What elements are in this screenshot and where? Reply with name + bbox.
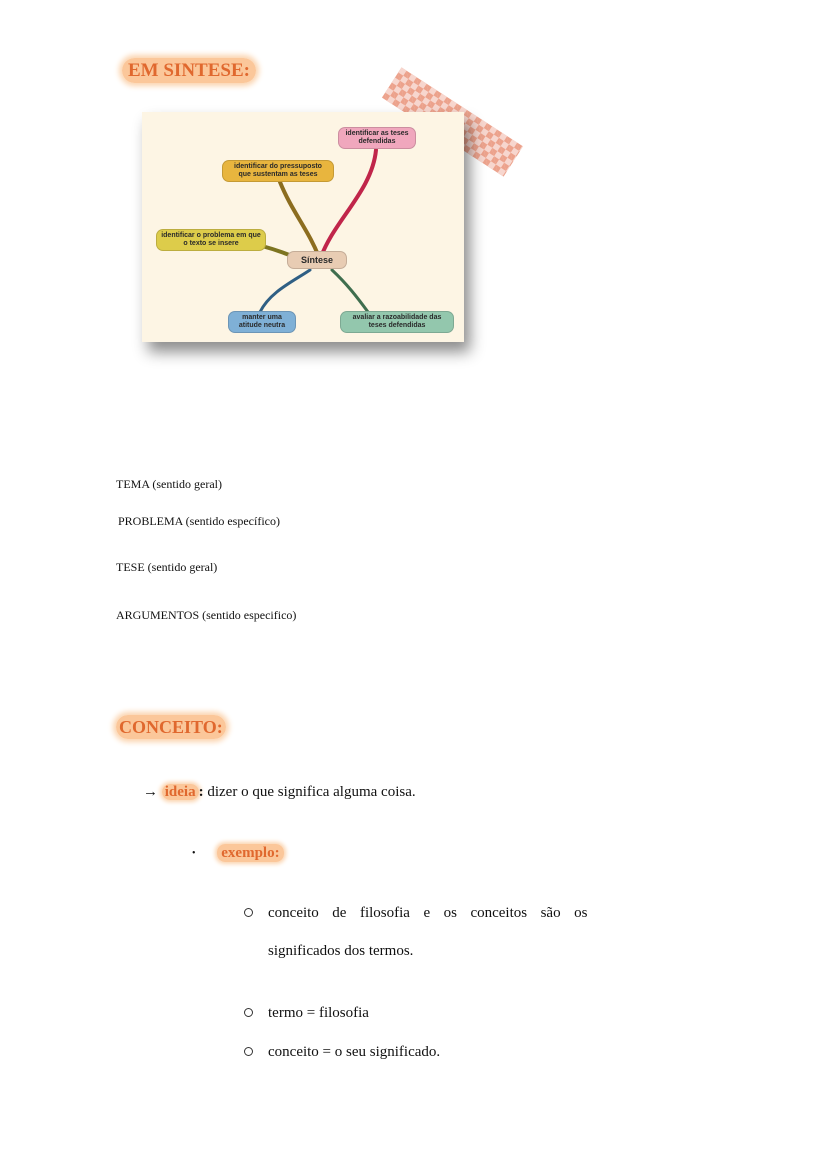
item-text-line2: significados dos termos.: [268, 943, 414, 959]
list-item: [244, 1005, 369, 1022]
conceito-heading: CONCEITO:: [116, 715, 226, 739]
circle-bullet-icon: [244, 1047, 253, 1056]
list-item: [244, 1044, 441, 1061]
section-title-conceito: [116, 717, 226, 738]
item-text-line1: conceito de filosofia e os conceitos são os: [268, 905, 588, 921]
term-argumentos: ARGUMENTOS (sentido especifico): [116, 608, 297, 622]
circle-bullet-icon: [244, 908, 253, 917]
term-tese: TESE (sentido geral): [116, 560, 218, 574]
arrow-icon: →: [143, 784, 158, 800]
mindmap-node-pressuposto: identificar do pressuposto que sustentam as teses: [222, 160, 334, 182]
idea-line: [143, 784, 416, 801]
idea-keyword: ideia: [162, 784, 199, 800]
circle-bullet-icon: [244, 1008, 253, 1017]
bullet-icon: •: [192, 848, 196, 860]
mindmap-node-teses: identificar as teses defendidas: [338, 127, 416, 149]
list-item: [244, 905, 588, 922]
example-bullet-line: [192, 845, 284, 862]
idea-text: dizer o que significa alguma coisa.: [203, 784, 416, 800]
term-tema: TEMA (sentido geral): [116, 477, 222, 491]
item-text: termo = filosofia: [268, 1005, 369, 1021]
em-sintese-heading: EM SINTESE:: [122, 58, 256, 83]
mindmap-node-problema: identificar o problema em que o texto se insere: [156, 229, 266, 251]
idea-colon: :: [198, 784, 204, 800]
mindmap-image: [142, 112, 464, 342]
example-label: exemplo:: [217, 844, 283, 862]
mindmap-node-neutra: manter uma atitude neutra: [228, 311, 296, 333]
item-text: conceito = o seu significado.: [268, 1044, 441, 1060]
section-title-em-sintese: [122, 60, 256, 82]
mindmap-node-razoabilidade: avaliar a razoabilidade das teses defendidas: [340, 311, 454, 333]
mindmap-branches: [142, 112, 464, 342]
term-problema: PROBLEMA (sentido específico): [118, 514, 280, 528]
mindmap-node-center: Síntese: [287, 251, 347, 269]
